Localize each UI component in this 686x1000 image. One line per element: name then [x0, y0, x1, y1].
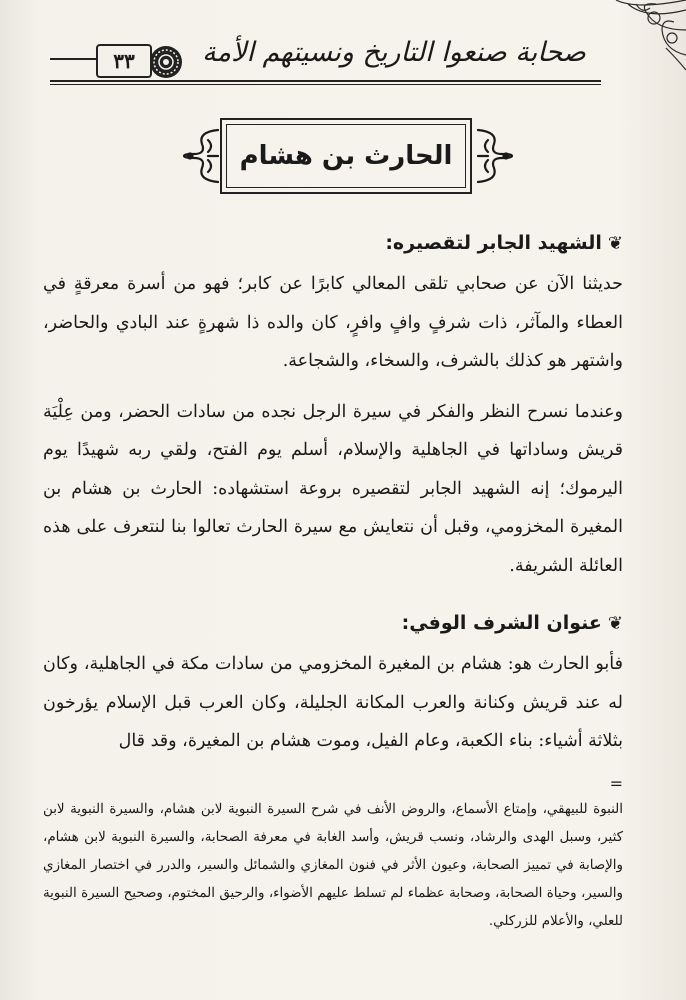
footnote-marker: = [609, 774, 623, 793]
paragraph: فأبو الحارث هو: هشام بن المغيرة المخزومي من سادات مكة في الجاهلية، وكان له عند قريش وكنانة والعرب المكانة الجليلة، وكان العرب قبل الإسلام يؤرخون بثلاثة أشياء: بناء الكعبة، وعام الفيل، وموت هشام بن المغيرة، وقد قال [43, 654, 623, 751]
paragraph: وعندما نسرح النظر والفكر في سيرة الرجل نجده من سادات الحضر، ومن عِلْيَة قريش وساداتها في الجاهلية والإسلام، أسلم يوم الفتح، ولقي ربه شهيدًا يوم اليرموك؛ إنه الشهيد الجابر لتقصيره بروعة استشهاده: الحارث بن هشام بن المغيرة المخزومي، وقبل أن نتعايش مع سيرة الحارث تعالوا بنا لنتعرف على هذه العائلة الشريفة. [43, 401, 623, 576]
section-heading-text: عنوان الشرف الوفي: [401, 612, 602, 634]
section-body [43, 265, 623, 585]
section-heading [43, 608, 623, 638]
leaf-ornament-icon: ❦ [607, 232, 623, 254]
rosette-icon [148, 44, 184, 80]
footnote: النبوة للبيهقي، وإمتاع الأسماع، والروض الأنف في شرح السيرة النبوية لابن هشام، والسيرة النبوية لابن كثير، وسبل الهدى والرشاد، ونسب قريش، وأسد الغابة في معرفة الصحابة، والسيرة النبوية لابن هشام، والإصابة في تمييز الصحابة، وعيون الأثر في فنون المغازي والشمائل والسير، والدرر في اختصار المغازي والسير، وحياة الصحابة، وصحابة عظماء لم تسلط عليهم الأضواء، والرحيق المختوم، وصحيح السيرة النبوية للعلي، والأعلام للزركلي. [43, 802, 623, 929]
running-title: صحابة صنعوا التاريخ ونسيتهم الأمة [202, 37, 586, 68]
page-number [96, 44, 152, 78]
section-heading [43, 228, 623, 258]
section-body [43, 645, 623, 761]
arabesque-ornament-icon [472, 126, 518, 186]
chapter-title-frame [220, 118, 472, 194]
chapter-title: الحارث بن هشام [239, 141, 453, 171]
header-left-rule [50, 58, 96, 60]
section-heading-text: الشهيد الجابر لتقصيره: [385, 232, 602, 254]
header-rule-thin [50, 84, 601, 85]
paragraph: حديثنا الآن عن صحابي تلقى المعالي كابرًا عن كابر؛ فهو من أسرة معرقةٍ في العطاء والمآثر، ذات شرفٍ وافٍ وافرٍ، كان والده ذا شهرةٍ عند البادي والحاضر، واشتهر هو كذلك بالشرف، والسخاء، والشجاعة. [43, 274, 623, 371]
arabesque-ornament-icon [178, 126, 224, 186]
leaf-ornament-icon: ❦ [607, 612, 623, 634]
page-number-text: ٣٣ [113, 49, 135, 73]
header-rule [50, 80, 601, 82]
